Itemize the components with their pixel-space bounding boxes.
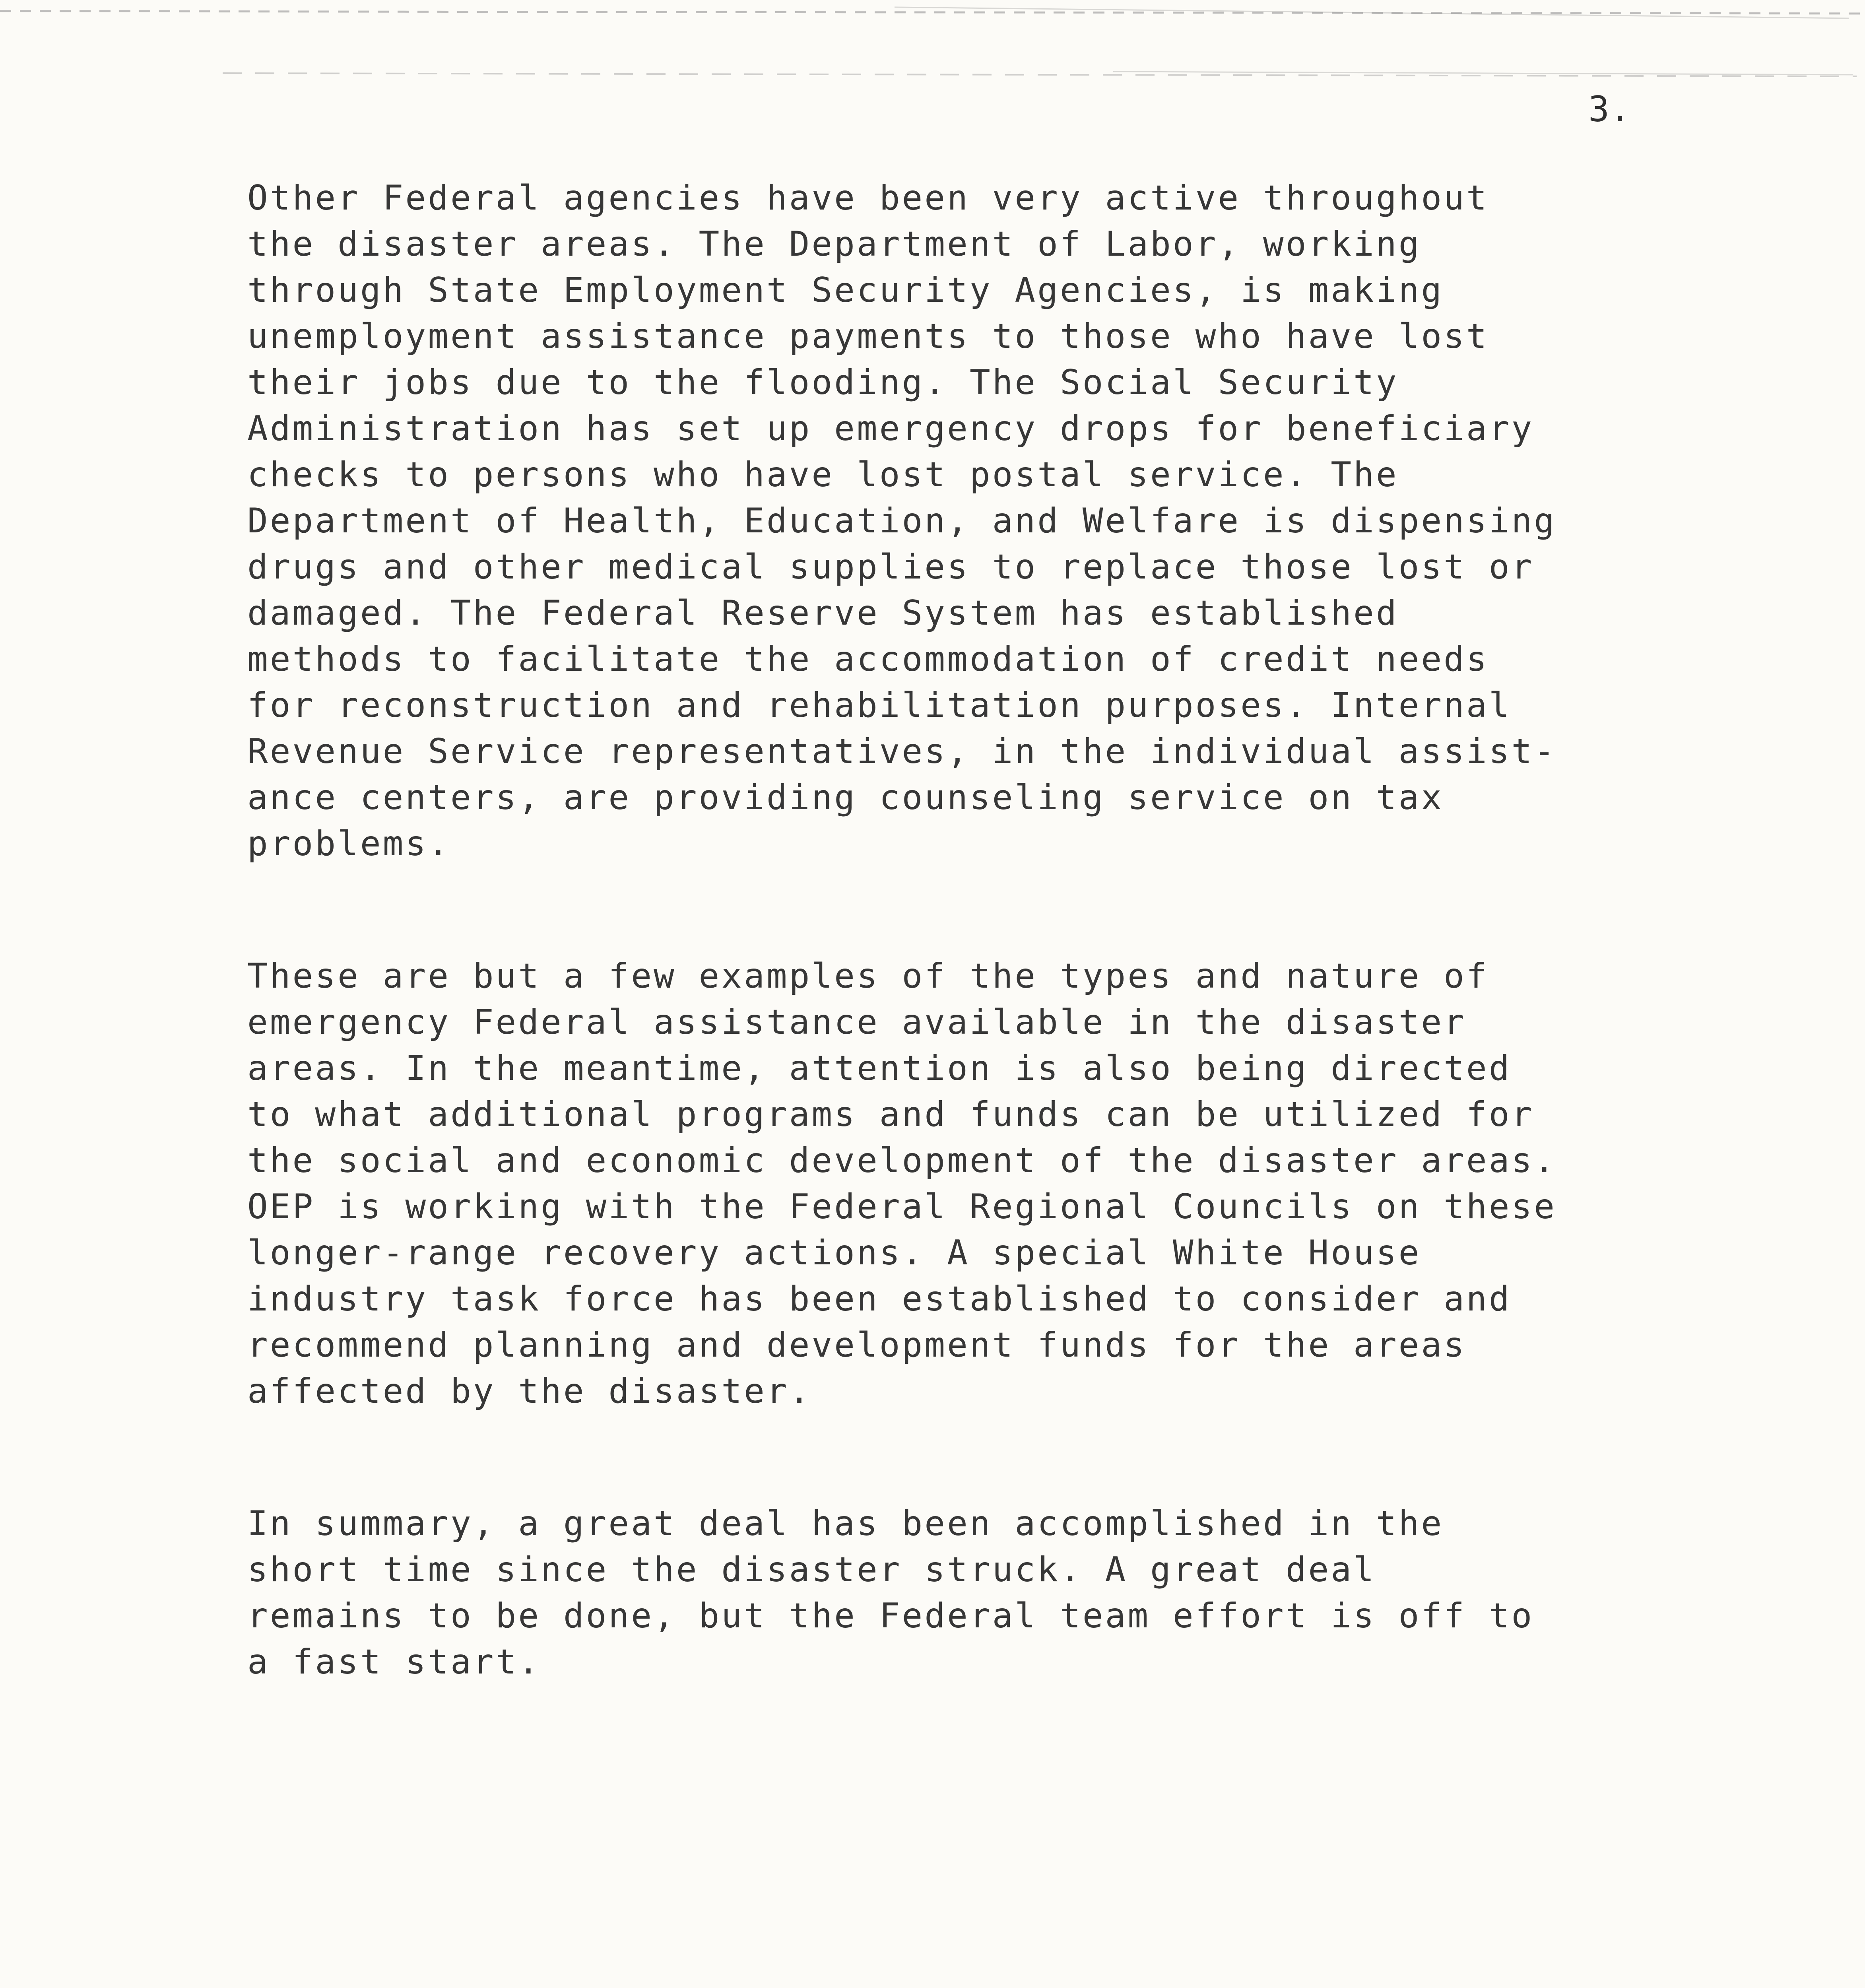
text-line: the disaster areas. The Department of Labor, working — [247, 224, 1421, 264]
text-line: through State Employment Security Agencies, is making — [247, 270, 1444, 310]
scan-bleed-through-artifacts — [0, 0, 1865, 91]
text-line: to what additional programs and funds can be utilized for — [247, 1095, 1534, 1134]
text-line: checks to persons who have lost postal service. The — [247, 455, 1399, 495]
text-line: damaged. The Federal Reserve System has established — [247, 593, 1399, 633]
text-line: unemployment assistance payments to those who have lost — [247, 316, 1489, 356]
text-line: remains to be done, but the Federal team effort is off to — [247, 1596, 1534, 1636]
text-line: In summary, a great deal has been accomplished in the — [247, 1504, 1444, 1543]
text-line: affected by the disaster. — [247, 1371, 812, 1411]
text-line: short time since the disaster struck. A great deal — [247, 1550, 1376, 1590]
text-line: a fast start. — [247, 1642, 541, 1682]
text-line: These are but a few examples of the types and nature of — [247, 956, 1489, 996]
paragraph-federal-agencies — [247, 175, 1718, 867]
text-line: their jobs due to the flooding. The Social Security — [247, 363, 1399, 402]
text-line: the social and economic development of the disaster areas. — [247, 1141, 1557, 1180]
text-line: ance centers, are providing counseling service on tax — [247, 778, 1444, 817]
text-line: methods to facilitate the accommodation of credit needs — [247, 639, 1489, 679]
text-line: areas. In the meantime, attention is also being directed — [247, 1048, 1512, 1088]
text-line: Administration has set up emergency drops for beneficiary — [247, 409, 1534, 448]
text-line: recommend planning and development funds for the areas — [247, 1325, 1466, 1365]
text-line: for reconstruction and rehabilitation purposes. Internal — [247, 685, 1512, 725]
text-line: OEP is working with the Federal Regional Councils on these — [247, 1187, 1557, 1227]
paragraph-summary — [247, 1501, 1718, 1685]
text-line: Revenue Service representatives, in the individual assist- — [247, 732, 1557, 771]
text-line: drugs and other medical supplies to replace those lost or — [247, 547, 1534, 587]
text-line: longer-range recovery actions. A special White House — [247, 1233, 1421, 1273]
document-body — [247, 175, 1718, 1771]
text-line: Other Federal agencies have been very active throughout — [247, 178, 1489, 218]
page-number: 3. — [1588, 89, 1630, 130]
text-line: industry task force has been established to consider and — [247, 1279, 1512, 1319]
text-line: problems. — [247, 824, 450, 864]
text-line: emergency Federal assistance available in the disaster — [247, 1002, 1466, 1042]
paragraph-emergency-assistance — [247, 953, 1718, 1414]
text-line: Department of Health, Education, and Welfare is dispensing — [247, 501, 1557, 541]
